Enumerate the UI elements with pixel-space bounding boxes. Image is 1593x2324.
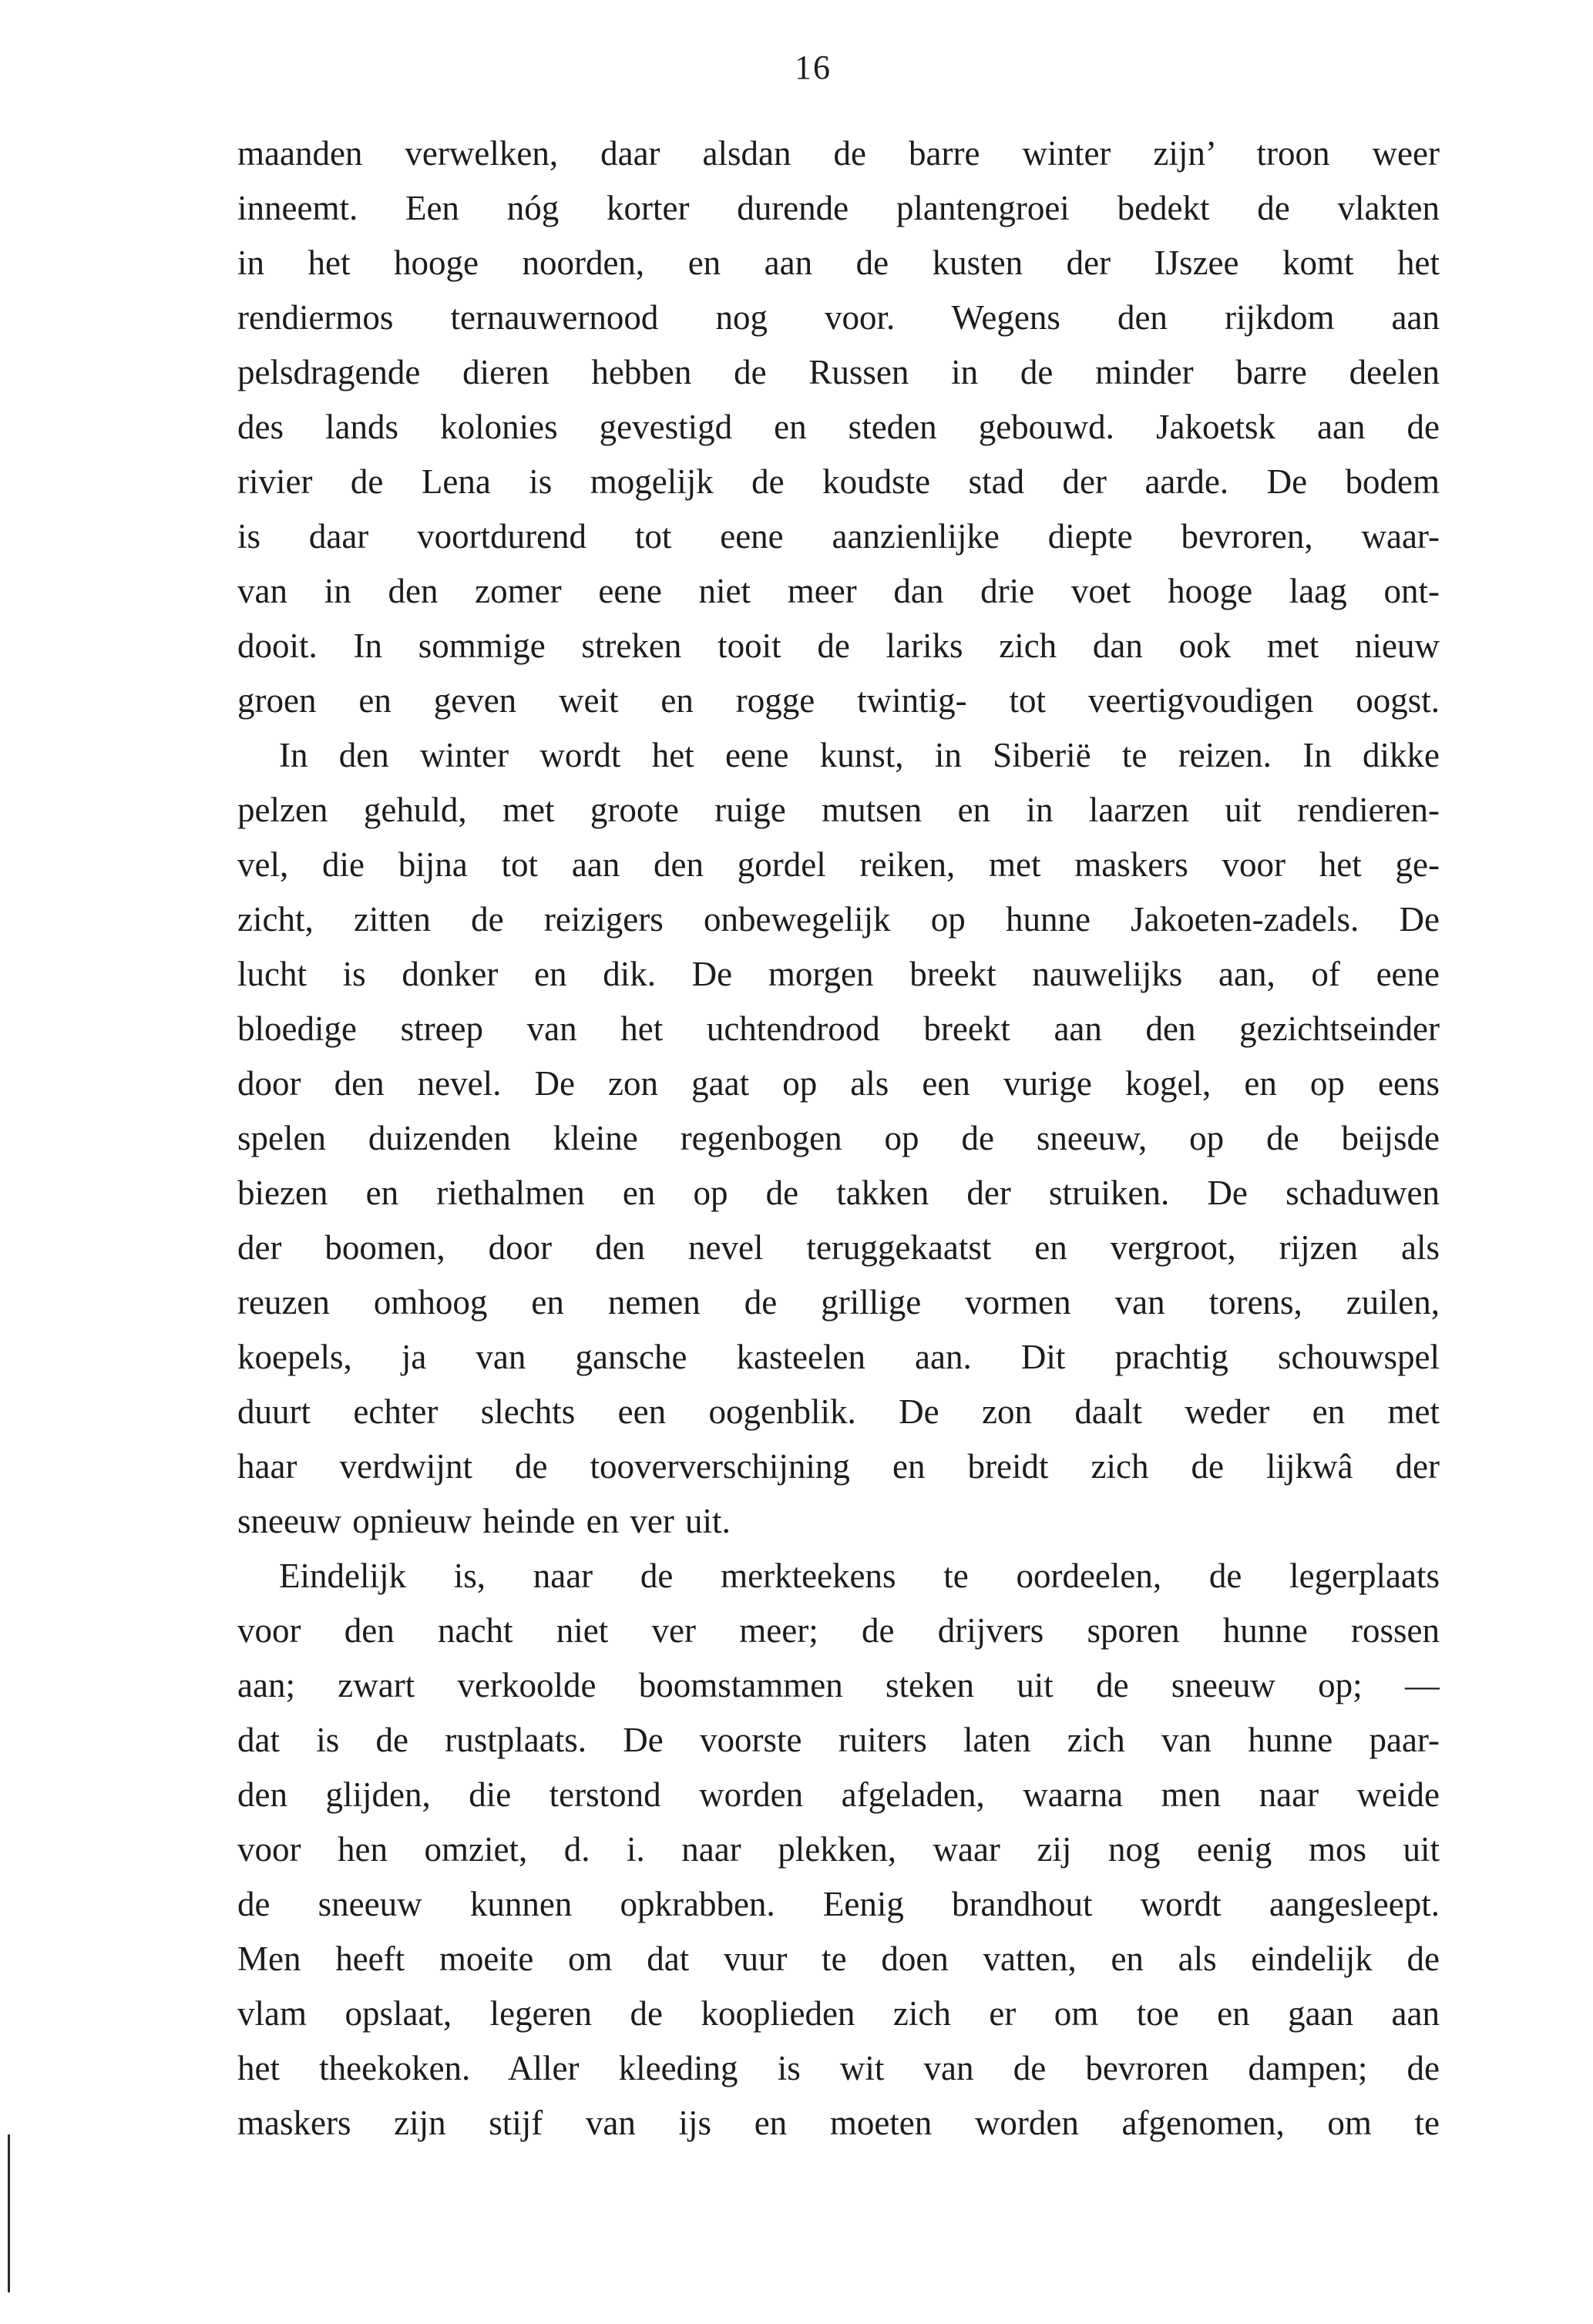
text-line: bloedige streep van het uchtendrood breekt aan den gezichtseinder xyxy=(237,1009,1440,1048)
text-line: dooit. In sommige streken tooit de lariks zich dan ook met nieuw xyxy=(237,626,1440,665)
text-line: door den nevel. De zon gaat op als een vurige kogel, en op eens xyxy=(237,1064,1440,1103)
text-line: koepels, ja van gansche kasteelen aan. Dit prachtig schouwspel xyxy=(237,1338,1440,1376)
text-line: groen en geven weit en rogge twintig- tot veertigvoudigen oogst. xyxy=(237,681,1440,720)
text-line: pelsdragende dieren hebben de Russen in de minder barre deelen xyxy=(237,353,1440,391)
text-line: is daar voortdurend tot eene aanzienlijke diepte bevroren, waar- xyxy=(237,517,1440,556)
text-line: duurt echter slechts een oogenblik. De zon daalt weder en met xyxy=(237,1392,1440,1431)
text-line: lucht is donker en dik. De morgen breekt nauwelijks aan, of eene xyxy=(237,955,1440,993)
text-line: in het hooge noorden, en aan de kusten der IJszee komt het xyxy=(237,243,1440,282)
text-line: rendiermos ternauwernood nog voor. Wegens den rijkdom aan xyxy=(237,298,1440,337)
text-line: biezen en riethalmen en op de takken der struiken. De schaduwen xyxy=(237,1174,1440,1212)
text-line: voor hen omziet, d. i. naar plekken, waar zij nog eenig mos uit xyxy=(237,1830,1440,1869)
text-line: der boomen, door den nevel teruggekaatst en vergroot, rijzen als xyxy=(237,1228,1440,1267)
text-line: In den winter wordt het eene kunst, in Siberië te reizen. In dikke xyxy=(279,736,1440,774)
text-line: aan; zwart verkoolde boomstammen steken uit de sneeuw op; — xyxy=(237,1666,1440,1704)
body-text xyxy=(237,126,1440,2151)
text-line: inneemt. Een nóg korter durende plantengroei bedekt de vlakten xyxy=(237,189,1440,227)
text-line: zicht, zitten de reizigers onbewegelijk op hunne Jakoeten-zadels. De xyxy=(237,900,1440,939)
scan-edge-mark xyxy=(8,2134,10,2292)
page-number: 16 xyxy=(795,49,832,86)
text-line: voor den nacht niet ver meer; de drijvers sporen hunne rossen xyxy=(237,1611,1440,1650)
text-line: dat is de rustplaats. De voorste ruiters laten zich van hunne paar- xyxy=(237,1721,1440,1759)
text-line: de sneeuw kunnen opkrabben. Eenig brandhout wordt aangesleept. xyxy=(237,1885,1440,1923)
text-line: spelen duizenden kleine regenbogen op de sneeuw, op de beijsde xyxy=(237,1119,1440,1157)
text-line: sneeuw opnieuw heinde en ver uit. xyxy=(237,1502,731,1540)
text-line: maskers zijn stijf van ijs en moeten worden afgenomen, om te xyxy=(237,2104,1440,2142)
text-line: reuzen omhoog en nemen de grillige vormen van torens, zuilen, xyxy=(237,1283,1440,1322)
text-line: vel, die bijna tot aan den gordel reiken, met maskers voor het ge- xyxy=(237,845,1440,884)
text-line: maanden verwelken, daar alsdan de barre winter zijn’ troon weer xyxy=(237,134,1440,173)
text-line: van in den zomer eene niet meer dan drie voet hooge laag ont- xyxy=(237,572,1440,610)
text-line: Eindelijk is, naar de merkteekens te oordeelen, de legerplaats xyxy=(279,1557,1440,1595)
text-line: Men heeft moeite om dat vuur te doen vatten, en als eindelijk de xyxy=(237,1939,1440,1978)
text-line: den glijden, die terstond worden afgeladen, waarna men naar weide xyxy=(237,1775,1440,1814)
text-line: des lands kolonies gevestigd en steden gebouwd. Jakoetsk aan de xyxy=(237,408,1440,446)
text-line: het theekoken. Aller kleeding is wit van de bevroren dampen; de xyxy=(237,2049,1440,2087)
text-line: haar verdwijnt de tooververschijning en breidt zich de lijkwâ der xyxy=(237,1447,1440,1486)
text-line: rivier de Lena is mogelijk de koudste stad der aarde. De bodem xyxy=(237,462,1440,501)
text-line: pelzen gehuld, met groote ruige mutsen en in laarzen uit rendieren- xyxy=(237,791,1440,829)
text-line: vlam opslaat, legeren de kooplieden zich er om toe en gaan aan xyxy=(237,1994,1440,2033)
